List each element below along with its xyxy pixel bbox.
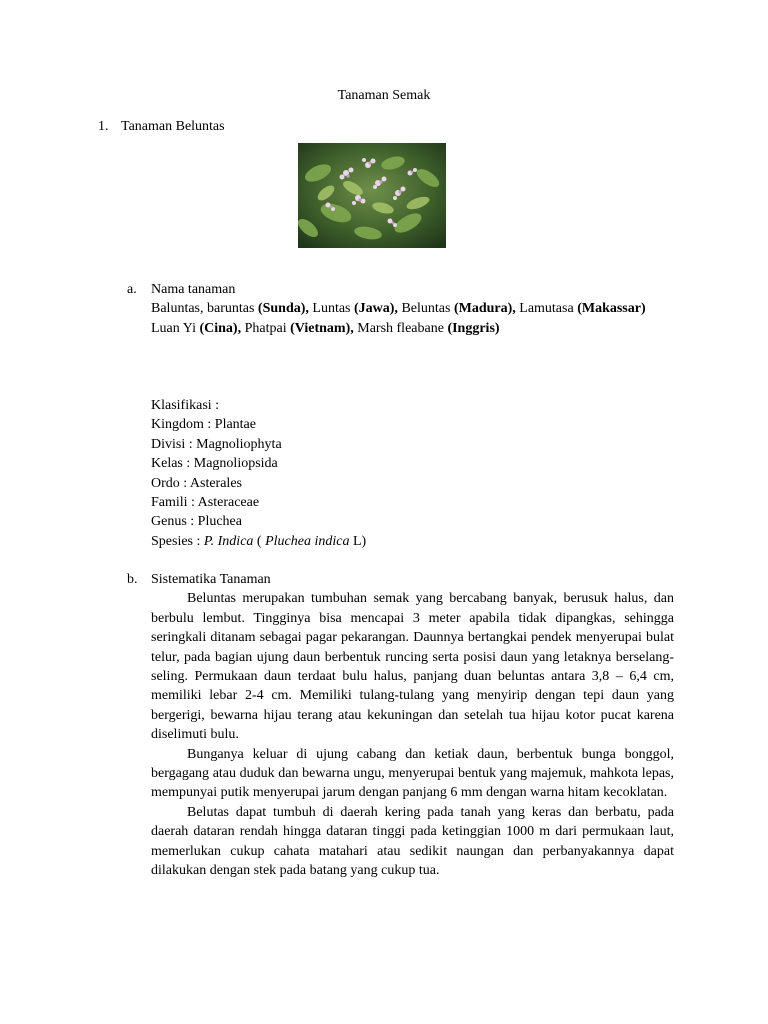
item-b-content bbox=[151, 570, 674, 881]
item-a-heading: Nama tanaman bbox=[151, 282, 236, 297]
page-title: Tanaman Semak bbox=[337, 88, 431, 103]
plant-photo-icon bbox=[298, 143, 446, 248]
plant-name-line2-run-2: Phatpai bbox=[241, 320, 291, 336]
body-paragraph-3: Belutas dapat tumbuh di daerah kering pada tanah yang keras dan berbatu, pada daerah dataran rendah hingga dataran tinggi pada ketinggian 1000 m dari permukaan laut, memerlukan cukup cahata matahari atau sedikit naungan dan perbanyakannya dapat dilakukan dengan stek pada batang yang cukup tua. bbox=[151, 804, 674, 879]
plant-name-run-2: Luntas bbox=[308, 301, 354, 317]
item-b-marker: b. bbox=[127, 572, 138, 587]
item-a-content bbox=[151, 280, 674, 338]
classification-kelas: Kelas : Magnoliopsida bbox=[151, 456, 278, 472]
classification-genus: Genus : Pluchea bbox=[151, 514, 242, 530]
plant-name-run-1: (Sunda), bbox=[257, 301, 309, 317]
body-paragraph-1: Beluntas merupakan tumbuhan semak yang bercabang banyak, berusuk halus, dan berbulu lembut. Tingginya bisa mencapai 3 meter apabila tidak dipangkas, sehingga seringkali ditanam sebagai pagar pekarangan. Daunnya bertangkai pendek menyerupai bulat telur, pada bagian ujung daun berbentuk runcing serta posisi daun yang letaknya berselang-seling. Permukaan daun terdaat bulu halus, panjang duan beluntas antara 3,8 – 6,4 cm, memiliki lebar 2-4 cm. Memiliki tulang-tulang yang menyirip dengan tepi daun yang bergerigi, bewarna hijau terang atau kekuningan dan setelah tua hijau kotor pucat karena diselimuti bulu. bbox=[151, 591, 674, 743]
classification-kingdom: Kingdom : Plantae bbox=[151, 417, 256, 433]
classification-block bbox=[151, 396, 674, 551]
plant-name-line2-run-0: Luan Yi bbox=[151, 320, 200, 336]
plant-name-run-3: (Jawa), bbox=[354, 301, 398, 317]
section-number: 1. bbox=[98, 119, 109, 134]
plant-name-line2-run-1: (Cina), bbox=[199, 320, 242, 336]
plant-name-run-7: (Makassar) bbox=[577, 301, 646, 317]
plant-name-line2-run-5: (Inggris) bbox=[447, 320, 500, 336]
plant-name-run-6: Lamutasa bbox=[515, 301, 578, 317]
plant-name-run-5: (Madura), bbox=[453, 301, 516, 317]
classification-ordo: Ordo : Asterales bbox=[151, 475, 242, 491]
plant-names-line-2 bbox=[151, 319, 674, 338]
plant-name-run-0: Baluntas, baruntas bbox=[151, 301, 258, 317]
classification-heading: Klasifikasi : bbox=[151, 398, 220, 413]
classification-divisi: Divisi : Magnoliophyta bbox=[151, 436, 282, 452]
plant-name-line2-run-4: Marsh fleabane bbox=[353, 320, 448, 336]
plant-name-line2-run-3: (Vietnam), bbox=[290, 320, 354, 336]
plant-names-paragraph bbox=[151, 299, 674, 318]
item-b-heading: Sistematika Tanaman bbox=[151, 572, 271, 587]
plant-photo-graphic bbox=[298, 143, 446, 248]
classification-spesies: Spesies : P. Indica ( Pluchea indica L) bbox=[151, 533, 367, 549]
item-a-marker: a. bbox=[127, 282, 137, 297]
classification-famili: Famili : Asteraceae bbox=[151, 495, 260, 511]
body-paragraph-2: Bunganya keluar di ujung cabang dan ketiak daun, berbentuk bunga bonggol, bergagang atau duduk dan bewarna ungu, menyerupai bentuk yang majemuk, mahkota lepas, mempunyai putik menyerupai jarum dengan panjang 6 mm dengan warna hitam kecoklatan. bbox=[151, 746, 674, 801]
plant-name-run-4: Beluntas bbox=[397, 301, 454, 317]
section-title: Tanaman Beluntas bbox=[121, 119, 225, 134]
